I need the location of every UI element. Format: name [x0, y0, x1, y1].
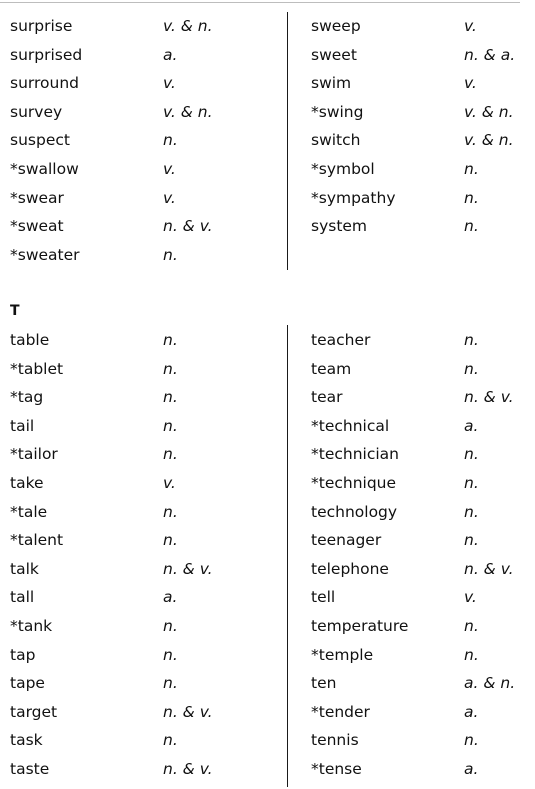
entry-word: table [10, 331, 50, 349]
section-heading-t: T [10, 303, 20, 319]
entry-part-of-speech: a. [163, 588, 178, 607]
entry-word: *swallow [10, 160, 79, 178]
entry-part-of-speech: v. & n. [464, 131, 514, 150]
entry-word: *tablet [10, 359, 64, 378]
entry-part-of-speech: n. & v. [163, 760, 213, 778]
entry-part-of-speech: n. [163, 445, 178, 464]
entry-part-of-speech: n. [464, 531, 479, 550]
entry-word: technology [311, 502, 398, 521]
entry-word: *tag [10, 388, 44, 407]
entry-word: temperature [311, 617, 409, 635]
entry-part-of-speech: n. [163, 731, 178, 750]
entry-part-of-speech: n. [163, 331, 178, 349]
entry-part-of-speech: n. [163, 245, 178, 264]
entry-word: suspect [10, 131, 70, 150]
entry-part-of-speech: n. [464, 359, 479, 378]
entry-word: talk [10, 559, 39, 578]
entry-word: teacher [311, 331, 371, 349]
entry-part-of-speech: a. [464, 702, 479, 721]
entry-part-of-speech: v. [163, 160, 176, 178]
entry-word: task [10, 731, 43, 750]
entry-part-of-speech: v. [464, 17, 477, 35]
column-divider-top [287, 12, 288, 270]
entry-part-of-speech: v. & n. [163, 17, 213, 35]
entry-part-of-speech: n. [163, 617, 178, 635]
entry-part-of-speech: n. [163, 502, 178, 521]
entry-word: tear [311, 388, 343, 407]
entry-word: system [311, 217, 368, 236]
entry-part-of-speech: n. [163, 131, 178, 150]
entry-part-of-speech: n. [163, 416, 178, 435]
entry-word: surprise [10, 17, 73, 35]
entry-word: ten [311, 674, 337, 693]
entry-word: tall [10, 588, 35, 607]
entry-part-of-speech: v. [163, 74, 176, 93]
entry-word: swim [311, 74, 352, 93]
entry-part-of-speech: n. [163, 531, 178, 550]
entry-part-of-speech: n. [163, 359, 178, 378]
entry-part-of-speech: n. [464, 731, 479, 750]
entry-word: *talent [10, 531, 64, 550]
entry-word: *technical [311, 416, 390, 435]
entry-word: team [311, 359, 352, 378]
entry-word: switch [311, 131, 361, 150]
entry-word: teenager [311, 531, 382, 550]
entry-word: *technique [311, 474, 397, 492]
entry-part-of-speech: n. [163, 645, 178, 664]
entry-word: *swear [10, 188, 64, 207]
entry-word: tail [10, 416, 35, 435]
entry-part-of-speech: a. [464, 416, 479, 435]
entry-part-of-speech: n. [464, 474, 479, 492]
entry-word: survey [10, 102, 63, 121]
entry-word: *tale [10, 502, 48, 521]
entry-part-of-speech: n. [464, 445, 479, 464]
entry-part-of-speech: v. [163, 188, 176, 207]
entry-word: surround [10, 74, 80, 93]
entry-part-of-speech: v. [163, 474, 176, 492]
entry-part-of-speech: n. [464, 188, 479, 207]
entry-word: tap [10, 645, 36, 664]
entry-part-of-speech: n. [163, 388, 178, 407]
entry-word: *sweat [10, 217, 64, 236]
entry-word: *tank [10, 617, 53, 635]
entry-part-of-speech: n. & a. [464, 45, 516, 64]
entry-word: *symbol [311, 160, 375, 178]
entry-word: target [10, 702, 58, 721]
entry-part-of-speech: v. & n. [163, 102, 213, 121]
entry-word: *technician [311, 445, 399, 464]
entry-word: *sweater [10, 245, 80, 264]
entry-word: *swing [311, 102, 364, 121]
entry-word: take [10, 474, 44, 492]
entry-word: *tender [311, 702, 370, 721]
entry-part-of-speech: a. [464, 760, 479, 778]
entry-part-of-speech: n. & v. [163, 702, 213, 721]
entry-word: taste [10, 760, 50, 778]
entry-part-of-speech: n. [464, 160, 479, 178]
entry-part-of-speech: a. [163, 45, 178, 64]
entry-word: telephone [311, 559, 389, 578]
entry-word: tape [10, 674, 45, 693]
entry-part-of-speech: n. & v. [163, 559, 213, 578]
entry-part-of-speech: n. & v. [464, 559, 514, 578]
entry-part-of-speech: n. [464, 217, 479, 236]
entry-word: sweet [311, 45, 357, 64]
entry-part-of-speech: v. & n. [464, 102, 514, 121]
entry-part-of-speech: n. [464, 617, 479, 635]
entry-word: *tense [311, 760, 362, 778]
entry-part-of-speech: v. [464, 588, 477, 607]
entry-part-of-speech: v. [464, 74, 477, 93]
column-divider-bottom [287, 325, 288, 787]
entry-word: tell [311, 588, 336, 607]
entry-word: tennis [311, 731, 359, 750]
entry-word: *temple [311, 645, 374, 664]
entry-word: *sympathy [311, 188, 396, 207]
entry-part-of-speech: n. [163, 674, 178, 693]
entry-part-of-speech: n. [464, 502, 479, 521]
entry-word: surprised [10, 45, 83, 64]
entry-part-of-speech: a. & n. [464, 674, 516, 693]
entry-word: sweep [311, 17, 361, 35]
entry-part-of-speech: n. [464, 645, 479, 664]
top-border-line [0, 2, 520, 3]
entry-part-of-speech: n. & v. [464, 388, 514, 407]
entry-part-of-speech: n. [464, 331, 479, 349]
entry-word: *tailor [10, 445, 58, 464]
entry-part-of-speech: n. & v. [163, 217, 213, 236]
